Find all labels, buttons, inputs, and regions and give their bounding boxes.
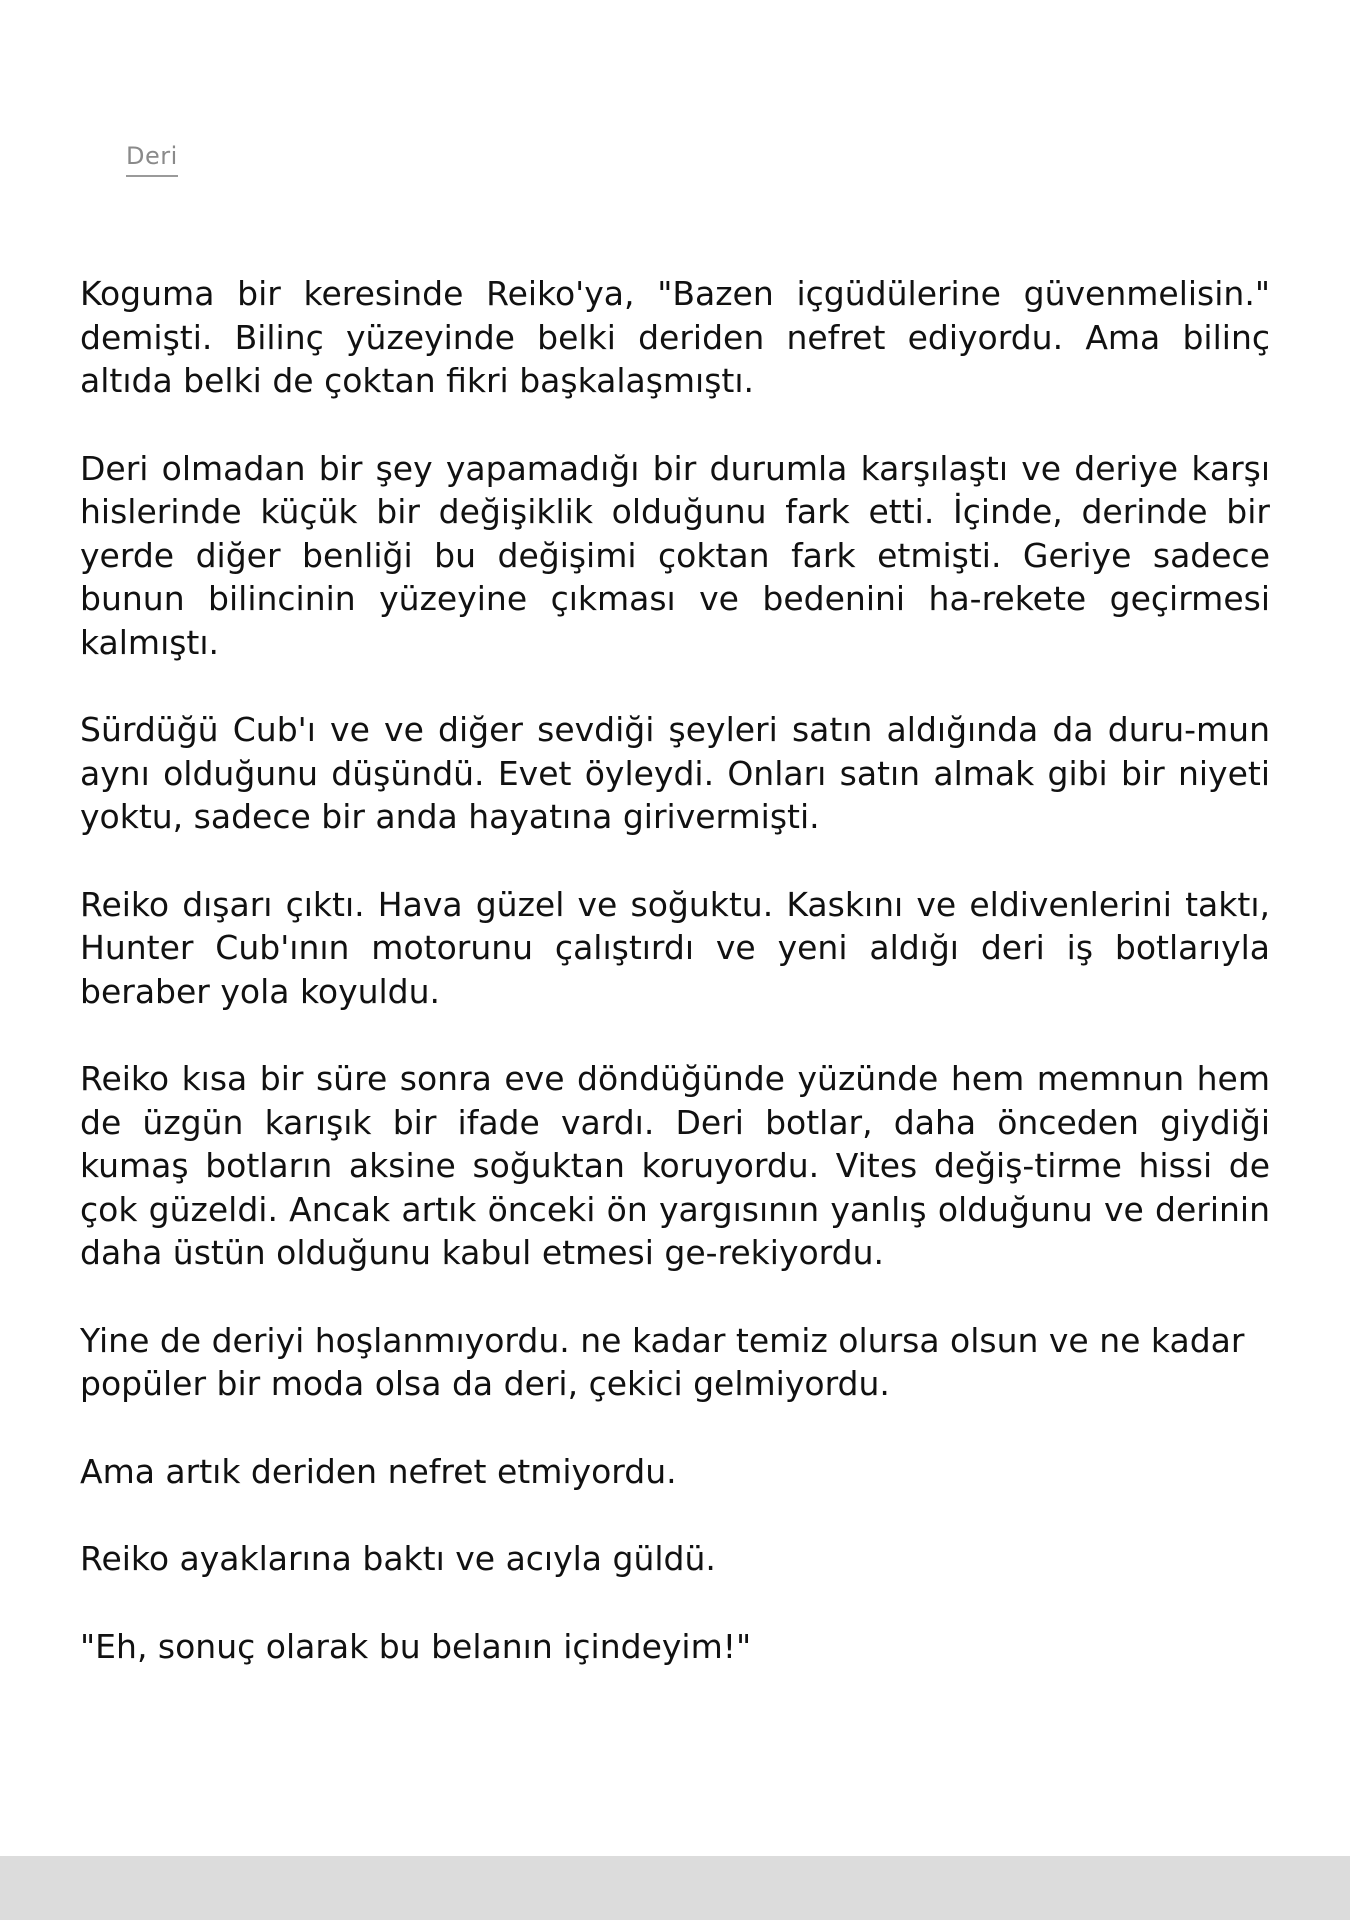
paragraph-7: Ama artık deriden nefret etmiyordu. xyxy=(80,1451,677,1491)
paragraph-6: Yine de deriyi hoşlanmıyordu. ne kadar temiz olursa olsun ve ne kadar popüler bir moda olsa da deri, çekici gelmiyordu. xyxy=(80,1320,1245,1403)
paragraph-8: Reiko ayaklarına baktı ve acıyla güldü. xyxy=(80,1539,716,1578)
paragraph-4: Reiko dışarı çıktı. Hava güzel ve soğuktu. Kaskını ve eldivenlerini taktı, Hunter Cub'ının motorunu çalıştırdı ve yeni aldığı deri iş botlarıyla beraber yola koyuldu. xyxy=(80,884,1270,1011)
paragraph-1: Koguma bir keresinde Reiko'ya, "Bazen içgüdülerine güvenmelisin." demişti. Bilinç yüzeyinde belki deriden nefret ediyordu. Ama bilinç altıda belki de çoktan fikri başkalaşmıştı. xyxy=(80,274,1270,400)
paragraph-2: Deri olmadan bir şey yapamadığı bir durumla karşılaştı ve deriye karşı hislerinde küçük bir değişiklik olduğunu fark etti. İçinde, derinde bir yerde diğer benliği bu değişimi çoktan fark etmişti. Geriye sadece bunun bilincinin yüzeyine çıkması ve bedenini ha-rekete geçirmesi kalmıştı. xyxy=(80,448,1270,662)
footer-band xyxy=(0,1856,1350,1920)
paragraph-3: Sürdüğü Cub'ı ve ve diğer sevdiği şeyleri satın aldığında da duru-mun aynı olduğunu düşündü. Evet öyleydi. Onları satın almak gibi bir niyeti yoktu, sadece bir anda hayatına girivermişti. xyxy=(80,710,1270,836)
body-text xyxy=(80,272,1270,1712)
paragraph-5: Reiko kısa bir süre sonra eve döndüğünde yüzünde hem memnun hem de üzgün karışık bir ifade vardı. Deri botlar, daha önceden giydiği kumaş botların aksine soğuktan koruyordu. Vites değiş-tirme hissi de çok güzeldi. Ancak artık önceki ön yargısının yanlış olduğunu ve derinin daha üstün olduğunu kabul etmesi ge-rekiyordu. xyxy=(80,1059,1270,1272)
paragraph-9: "Eh, sonuç olarak bu belanın içindeyim!" xyxy=(80,1626,752,1666)
chapter-header: Deri xyxy=(126,142,178,177)
